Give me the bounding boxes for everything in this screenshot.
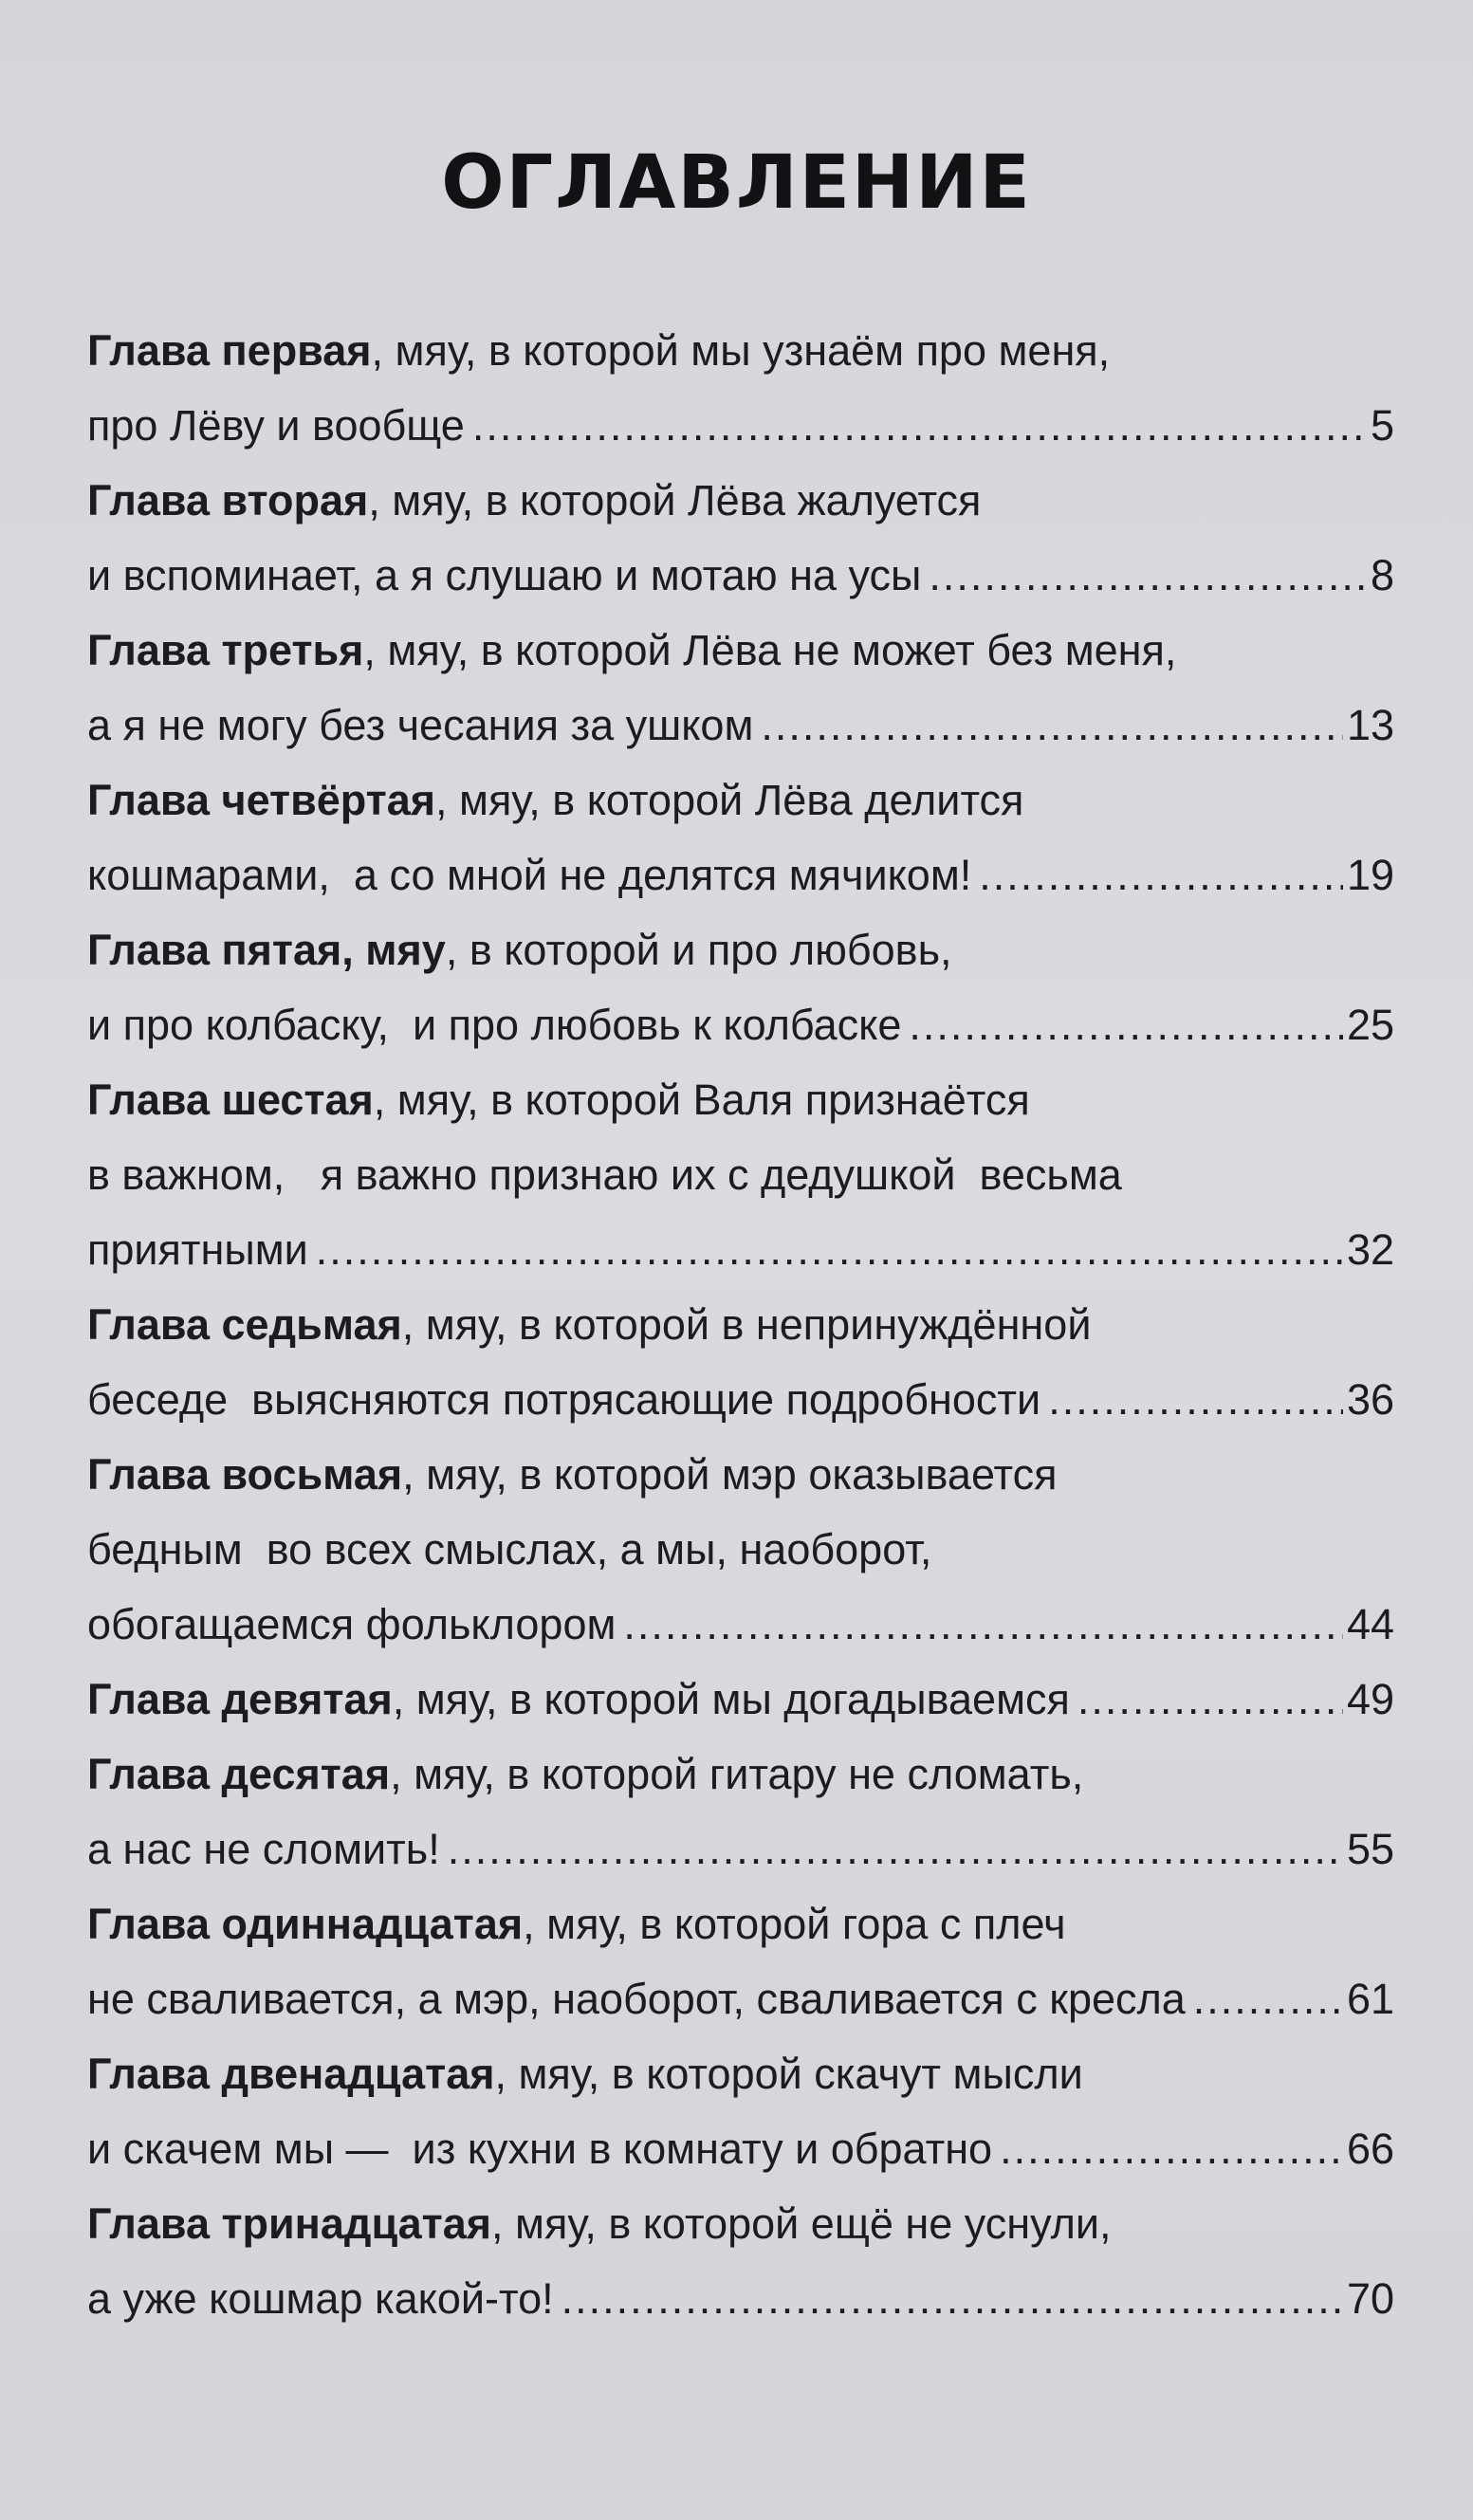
dot-leader [1077,1662,1343,1737]
chapter-title: Глава четвёртая [87,776,435,824]
toc-entry [87,1662,1394,1737]
toc-line [87,1512,1394,1587]
toc-entry [87,1287,1394,1437]
dot-leader [316,1212,1343,1287]
chapter-title: Глава первая [87,326,372,375]
toc-line [87,1886,1394,1961]
toc-entry [87,463,1394,613]
toc-line [87,2186,1394,2261]
toc-line [87,313,1394,388]
chapter-description: а я не могу без чесания за ушком [87,701,754,749]
chapter-description: и скачем мы — из кухни в комнату и обратно [87,2125,993,2173]
toc-line [87,1662,1394,1737]
toc-entry [87,1737,1394,1886]
toc-line [87,1362,1394,1437]
toc-line [87,2036,1394,2111]
chapter-title: Глава третья [87,626,364,674]
toc-line [87,1287,1394,1362]
toc-entry [87,1886,1394,2036]
toc-entry [87,1062,1394,1287]
toc-line [87,2261,1394,2336]
chapter-description: , в которой и про любовь, [445,926,952,974]
toc-line [87,1137,1394,1212]
toc-entry [87,912,1394,1062]
toc-line [87,463,1394,538]
chapter-description: приятными [87,1225,308,1274]
chapter-title: Глава девятая [87,1675,393,1723]
dot-leader [1193,1961,1343,2036]
chapter-description: бедным во всех смыслах, а мы, наоборот, [87,1525,932,1573]
page-number: 5 [1370,401,1394,450]
chapter-title: Глава вторая [87,476,369,524]
chapter-description: , мяу, в которой Лёва не может без меня, [363,626,1177,674]
chapter-title: Глава пятая, мяу [87,926,446,974]
chapter-description: , мяу, в которой мы догадываемся [392,1675,1070,1723]
page-number: 36 [1346,1375,1394,1424]
chapter-title: Глава двенадцатая [87,2050,495,2098]
page-number: 70 [1346,2274,1394,2323]
toc-line [87,1437,1394,1512]
chapter-description: , мяу, в которой Лёва жалуется [368,476,982,524]
toc-line [87,2111,1394,2186]
toc-entry [87,2186,1394,2336]
chapter-description: и вспоминает, а я слушаю и мотаю на усы [87,551,922,599]
page-number: 32 [1346,1225,1394,1274]
chapter-title: Глава одиннадцатая [87,1900,524,1948]
page-number: 8 [1370,551,1394,599]
toc-entry [87,763,1394,912]
toc-line [87,1812,1394,1886]
page-number: 61 [1346,1975,1394,2023]
chapter-description: , мяу, в которой Валя признаётся [373,1076,1030,1124]
chapter-description: , мяу, в которой Лёва делится [435,776,1024,824]
dot-leader [472,388,1367,463]
toc-line [87,538,1394,613]
dot-leader [761,688,1343,763]
chapter-description: а уже кошмар какой-то! [87,2274,554,2323]
page-number: 25 [1346,1001,1394,1049]
dot-leader [979,837,1343,912]
page-number: 66 [1346,2125,1394,2173]
toc-entry [87,1437,1394,1662]
chapter-description: , мяу, в которой в непринуждённой [401,1300,1092,1349]
page-title: ОГЛАВЛЕНИЕ [441,140,1032,226]
chapter-description: в важном, я важно признаю их с дедушкой весьма [87,1150,1122,1199]
chapter-description: , мяу, в которой скачут мысли [494,2050,1083,2098]
chapter-description: , мяу, в которой мэр оказывается [402,1450,1058,1499]
toc-line [87,1062,1394,1137]
page-number: 44 [1346,1600,1394,1648]
toc-line [87,688,1394,763]
chapter-description: про Лёву и вообще [87,401,465,450]
chapter-description: , мяу, в которой гитару не сломать, [390,1750,1084,1798]
page-number: 13 [1346,701,1394,749]
dot-leader [448,1812,1343,1886]
table-of-contents [87,313,1394,2336]
toc-line [87,837,1394,912]
chapter-description: и про колбаску, и про любовь к колбаске [87,1001,902,1049]
toc-entry [87,2036,1394,2186]
toc-line [87,763,1394,837]
page-number: 19 [1346,851,1394,899]
chapter-description: беседе выясняются потрясающие подробности [87,1375,1041,1424]
toc-line [87,613,1394,688]
chapter-title: Глава восьмая [87,1450,403,1499]
dot-leader [909,987,1343,1062]
chapter-title: Глава тринадцатая [87,2199,492,2248]
toc-line [87,1961,1394,2036]
chapter-description: , мяу, в которой ещё не уснули, [491,2199,1112,2248]
chapter-description: а нас не сломить! [87,1825,440,1873]
dot-leader [1048,1362,1343,1437]
toc-line [87,1737,1394,1812]
chapter-title: Глава десятая [87,1750,391,1798]
chapter-description: , мяу, в которой гора с плеч [523,1900,1066,1948]
chapter-description: кошмарами, а со мной не делятся мячиком! [87,851,972,899]
chapter-description: , мяу, в которой мы узнаём про меня, [371,326,1111,375]
toc-line [87,912,1394,987]
chapter-title: Глава седьмая [87,1300,402,1349]
chapter-description: не сваливается, а мэр, наоборот, сваливается с кресла [87,1975,1186,2023]
dot-leader [562,2261,1343,2336]
dot-leader [929,538,1367,613]
dot-leader [623,1587,1343,1662]
toc-entry [87,613,1394,763]
page-number: 49 [1346,1675,1394,1723]
chapter-title: Глава шестая [87,1076,374,1124]
chapter-description: обогащаемся фольклором [87,1600,617,1648]
toc-line [87,1212,1394,1287]
toc-line [87,1587,1394,1662]
page-number: 55 [1346,1825,1394,1873]
toc-line [87,987,1394,1062]
toc-entry [87,313,1394,463]
dot-leader [1000,2111,1343,2186]
toc-line [87,388,1394,463]
